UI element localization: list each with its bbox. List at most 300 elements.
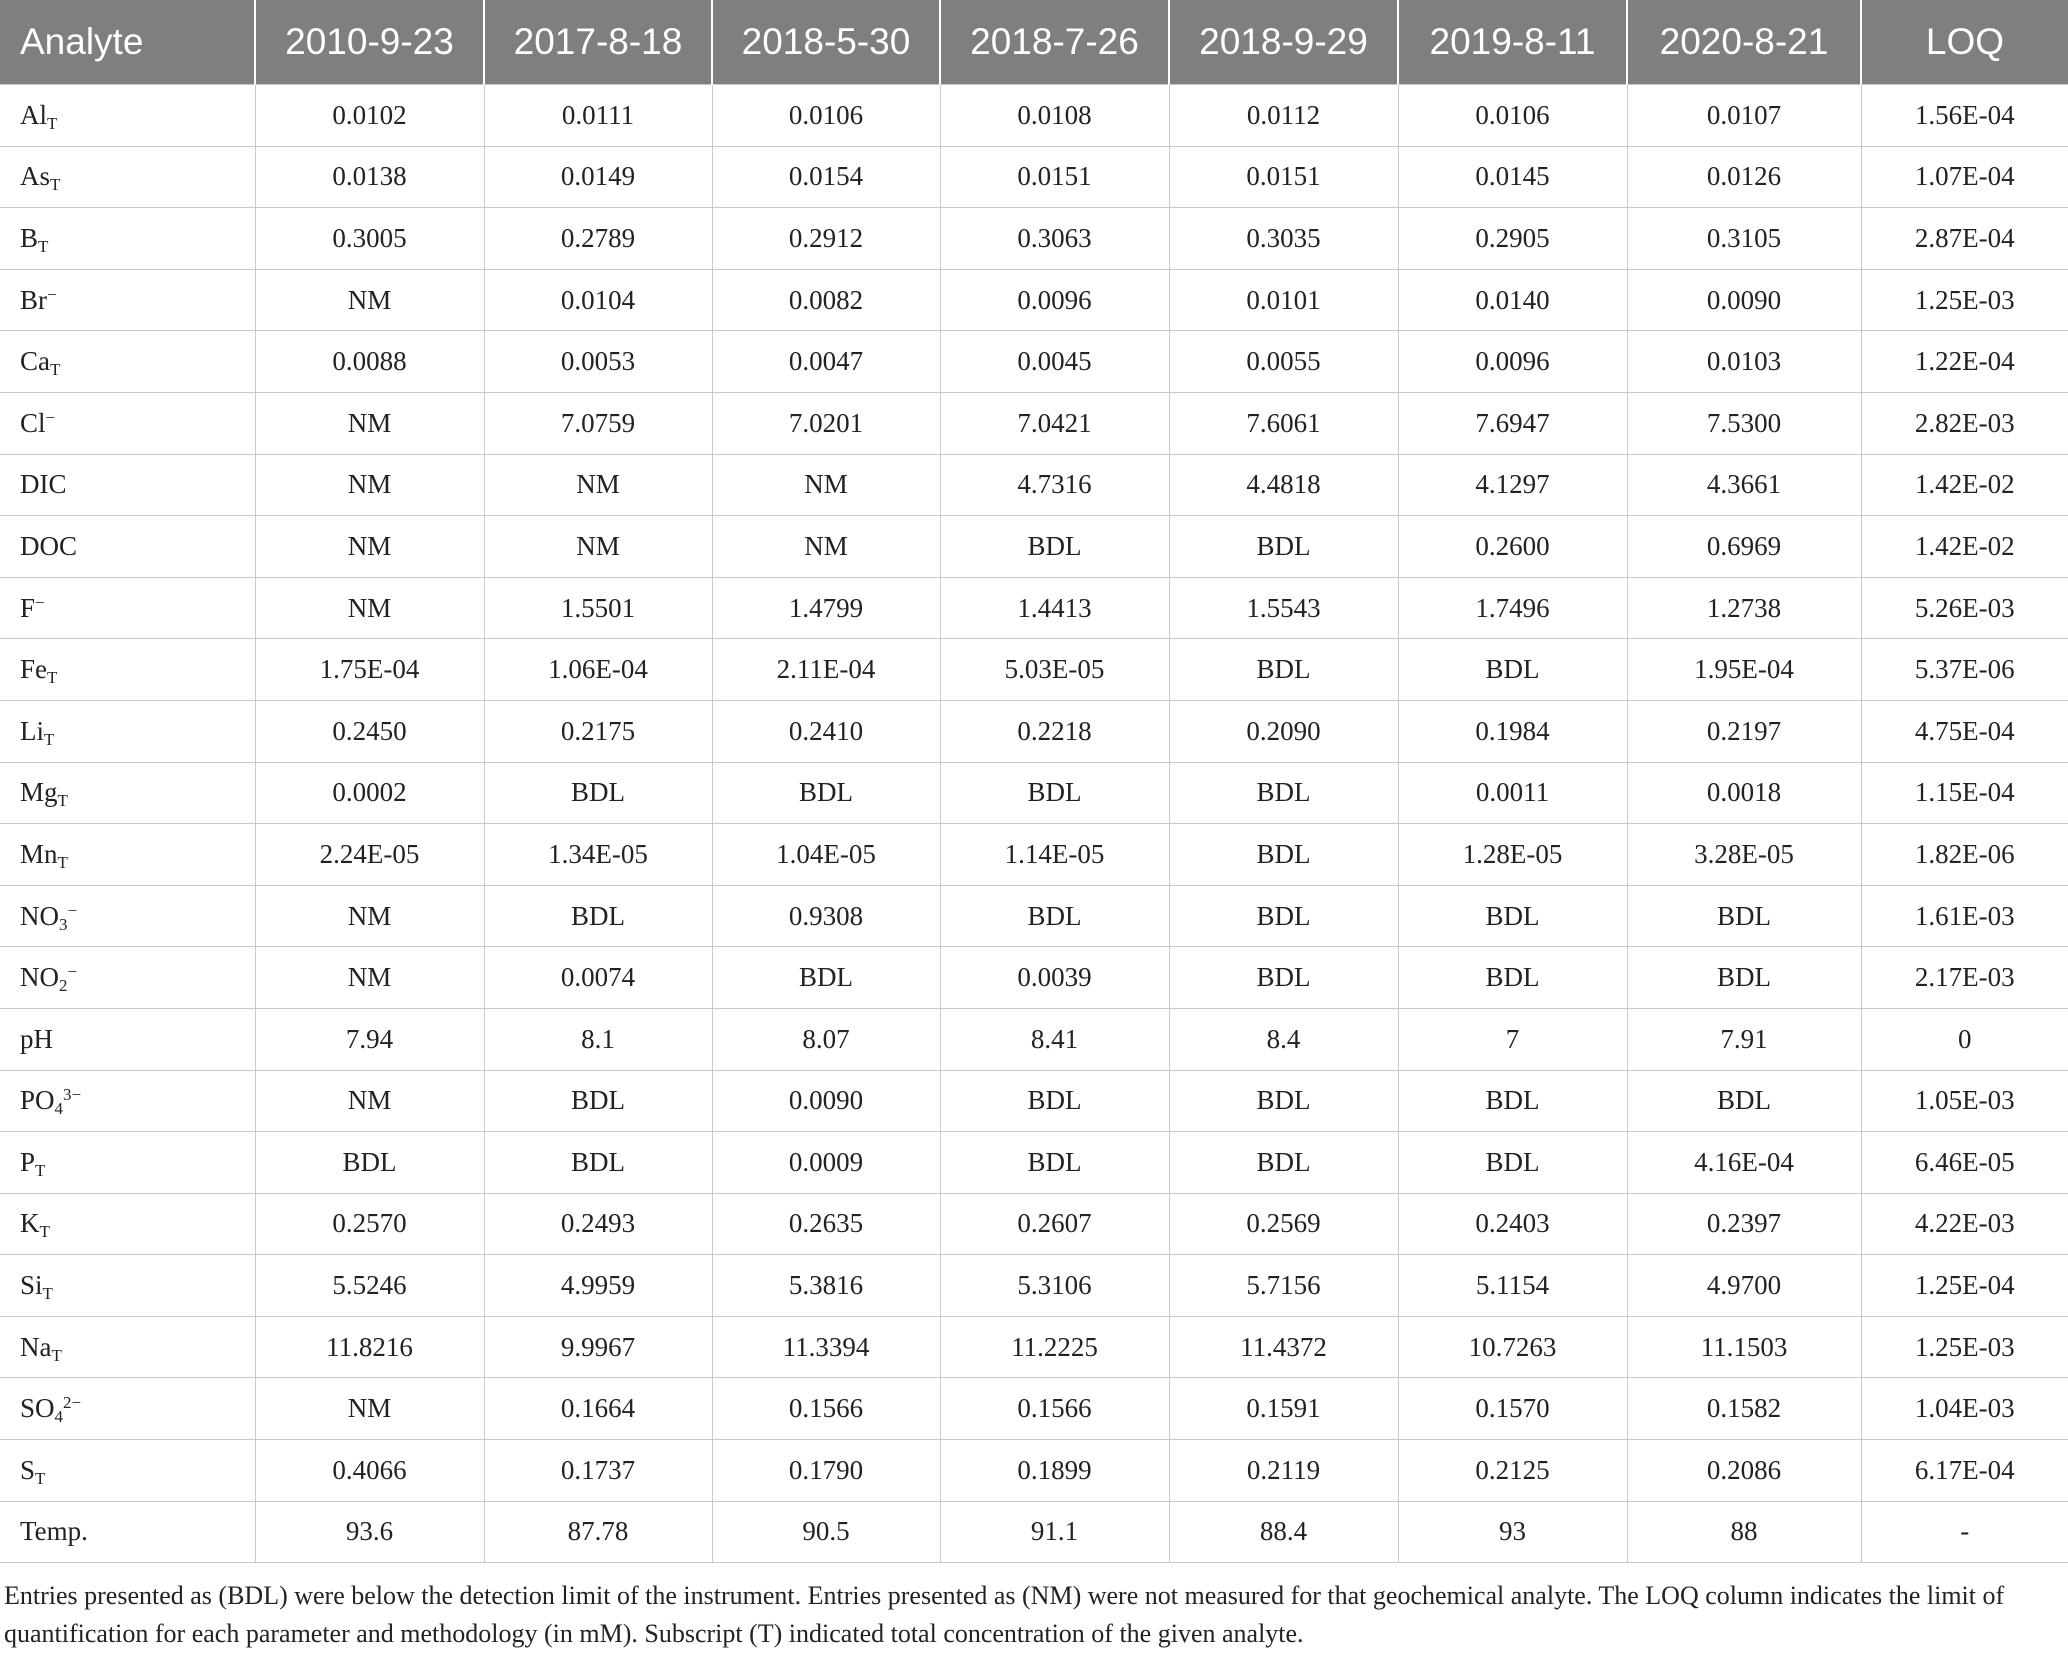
value-cell: 1.75E-04: [255, 639, 484, 701]
value-cell: BDL: [940, 1070, 1169, 1132]
analyte-subscript: T: [35, 1160, 46, 1180]
analyte-subscript: T: [47, 668, 58, 688]
value-cell: NM: [484, 516, 712, 578]
table-row: [0, 700, 2068, 762]
value-cell: 4.75E-04: [1861, 700, 2068, 762]
value-cell: 0.0126: [1627, 146, 1861, 208]
table-row: [0, 1255, 2068, 1317]
value-cell: 0.0151: [940, 146, 1169, 208]
analyte-symbol: Fe: [20, 654, 47, 685]
value-cell: 5.5246: [255, 1255, 484, 1317]
value-cell: 0.0096: [1398, 331, 1627, 393]
value-cell: BDL: [940, 885, 1169, 947]
value-cell: 1.5501: [484, 577, 712, 639]
value-cell: 0.2912: [712, 208, 940, 270]
table-row: [0, 762, 2068, 824]
analyte-cell: [0, 1378, 255, 1440]
value-cell: 0.0090: [712, 1070, 940, 1132]
value-cell: 0.0039: [940, 947, 1169, 1009]
analyte-cell: [0, 392, 255, 454]
value-cell: 0.0018: [1627, 762, 1861, 824]
value-cell: 0.2450: [255, 700, 484, 762]
table-row: [0, 947, 2068, 1009]
value-cell: NM: [255, 454, 484, 516]
value-cell: 0.2905: [1398, 208, 1627, 270]
analyte-charge: 2−: [63, 1393, 82, 1413]
analyte-symbol: Si: [20, 1270, 43, 1301]
column-header: 2019-8-11: [1398, 0, 1627, 85]
analyte-symbol: B: [20, 222, 39, 253]
value-cell: 0.1566: [940, 1378, 1169, 1440]
analyte-cell: [0, 331, 255, 393]
column-header-analyte: Analyte: [0, 0, 255, 85]
value-cell: BDL: [1169, 1132, 1398, 1194]
analyte-cell: [0, 824, 255, 886]
value-cell: 1.25E-04: [1861, 1255, 2068, 1317]
value-cell: 0.1582: [1627, 1378, 1861, 1440]
value-cell: NM: [255, 1378, 484, 1440]
analyte-symbol: PO: [20, 1085, 55, 1116]
analyte-symbol: Al: [20, 99, 47, 130]
analyte-symbol: Na: [20, 1331, 52, 1362]
value-cell: -: [1861, 1501, 2068, 1563]
column-header: 2017-8-18: [484, 0, 712, 85]
value-cell: 0.0088: [255, 331, 484, 393]
analyte-cell: [0, 454, 255, 516]
value-cell: 11.8216: [255, 1316, 484, 1378]
value-cell: 0.0101: [1169, 269, 1398, 331]
value-cell: 0.0045: [940, 331, 1169, 393]
table-row: [0, 392, 2068, 454]
analyte-cell: [0, 208, 255, 270]
analyte-symbol: Mn: [20, 838, 58, 869]
value-cell: BDL: [1169, 516, 1398, 578]
analyte-symbol: DOC: [20, 530, 78, 561]
value-cell: 1.05E-03: [1861, 1070, 2068, 1132]
value-cell: 1.25E-03: [1861, 269, 2068, 331]
value-cell: 6.17E-04: [1861, 1440, 2068, 1502]
value-cell: BDL: [484, 1070, 712, 1132]
table-header-row: [0, 0, 2068, 85]
value-cell: 7.0759: [484, 392, 712, 454]
value-cell: 1.42E-02: [1861, 516, 2068, 578]
value-cell: 0.2789: [484, 208, 712, 270]
analyte-subscript: T: [35, 1468, 46, 1488]
value-cell: NM: [484, 454, 712, 516]
value-cell: BDL: [1169, 1070, 1398, 1132]
value-cell: 2.24E-05: [255, 824, 484, 886]
value-cell: NM: [255, 269, 484, 331]
value-cell: 0.1984: [1398, 700, 1627, 762]
value-cell: 0.0053: [484, 331, 712, 393]
value-cell: BDL: [1169, 762, 1398, 824]
value-cell: 0.1899: [940, 1440, 1169, 1502]
analyte-charge: 3−: [63, 1085, 82, 1105]
analyte-symbol: Mg: [20, 777, 58, 808]
value-cell: 0.0112: [1169, 85, 1398, 147]
analyte-symbol: pH: [20, 1023, 53, 1054]
value-cell: 0.0047: [712, 331, 940, 393]
value-cell: NM: [255, 1070, 484, 1132]
analyte-cell: [0, 762, 255, 824]
value-cell: 5.7156: [1169, 1255, 1398, 1317]
value-cell: 0.2175: [484, 700, 712, 762]
value-cell: BDL: [940, 1132, 1169, 1194]
table-row: [0, 1316, 2068, 1378]
analyte-charge: −: [35, 592, 45, 612]
value-cell: 0.0140: [1398, 269, 1627, 331]
analyte-cell: [0, 700, 255, 762]
value-cell: NM: [255, 392, 484, 454]
value-cell: 7.0201: [712, 392, 940, 454]
column-header: LOQ: [1861, 0, 2068, 85]
analyte-subscript: T: [57, 852, 68, 872]
column-header: 2018-7-26: [940, 0, 1169, 85]
analyte-subscript: T: [50, 360, 61, 380]
value-cell: 11.3394: [712, 1316, 940, 1378]
value-cell: 8.07: [712, 1008, 940, 1070]
value-cell: 1.07E-04: [1861, 146, 2068, 208]
value-cell: 0.1737: [484, 1440, 712, 1502]
value-cell: 0.0138: [255, 146, 484, 208]
value-cell: BDL: [940, 762, 1169, 824]
value-cell: 1.2738: [1627, 577, 1861, 639]
value-cell: BDL: [1627, 1070, 1861, 1132]
analyte-subscript: T: [50, 175, 61, 195]
value-cell: 0.1570: [1398, 1378, 1627, 1440]
value-cell: 4.16E-04: [1627, 1132, 1861, 1194]
value-cell: BDL: [484, 1132, 712, 1194]
analyte-charge: −: [67, 900, 78, 920]
value-cell: 8.1: [484, 1008, 712, 1070]
table-row: [0, 516, 2068, 578]
value-cell: 0.2090: [1169, 700, 1398, 762]
analyte-symbol: NO: [20, 962, 59, 993]
analyte-cell: [0, 1255, 255, 1317]
value-cell: 0.2125: [1398, 1440, 1627, 1502]
value-cell: BDL: [1627, 885, 1861, 947]
value-cell: 0.3035: [1169, 208, 1398, 270]
analyte-symbol: Li: [20, 715, 44, 746]
analyte-charge: −: [67, 962, 78, 982]
analyte-subscript: T: [57, 791, 68, 811]
value-cell: 93: [1398, 1501, 1627, 1563]
value-cell: 1.82E-06: [1861, 824, 2068, 886]
value-cell: BDL: [1398, 947, 1627, 1009]
value-cell: 4.7316: [940, 454, 1169, 516]
value-cell: 0.2086: [1627, 1440, 1861, 1502]
analyte-cell: [0, 146, 255, 208]
value-cell: 0.0154: [712, 146, 940, 208]
value-cell: 0.4066: [255, 1440, 484, 1502]
analyte-cell: [0, 1193, 255, 1255]
table-body: [0, 85, 2068, 1563]
value-cell: 0.1591: [1169, 1378, 1398, 1440]
analyte-symbol: Br: [20, 284, 47, 315]
analyte-symbol: S: [20, 1454, 36, 1485]
value-cell: 0.0151: [1169, 146, 1398, 208]
analyte-charge: −: [47, 284, 57, 304]
value-cell: 10.7263: [1398, 1316, 1627, 1378]
value-cell: 4.9700: [1627, 1255, 1861, 1317]
value-cell: 0.2600: [1398, 516, 1627, 578]
value-cell: BDL: [1169, 947, 1398, 1009]
table-row: [0, 1008, 2068, 1070]
analyte-subscript: T: [47, 113, 58, 133]
value-cell: NM: [255, 947, 484, 1009]
value-cell: 88: [1627, 1501, 1861, 1563]
analyte-cell: [0, 1440, 255, 1502]
value-cell: 0.0074: [484, 947, 712, 1009]
value-cell: 1.5543: [1169, 577, 1398, 639]
value-cell: 1.04E-05: [712, 824, 940, 886]
table-row: [0, 1193, 2068, 1255]
value-cell: 1.25E-03: [1861, 1316, 2068, 1378]
value-cell: 7.91: [1627, 1008, 1861, 1070]
value-cell: 2.82E-03: [1861, 392, 2068, 454]
table-row: [0, 824, 2068, 886]
analyte-charge: −: [45, 407, 56, 427]
value-cell: BDL: [1398, 885, 1627, 947]
analyte-symbol: K: [20, 1208, 40, 1239]
analyte-subscript: T: [38, 236, 49, 256]
value-cell: 2.87E-04: [1861, 208, 2068, 270]
value-cell: 7: [1398, 1008, 1627, 1070]
value-cell: 1.7496: [1398, 577, 1627, 639]
table-row: [0, 1501, 2068, 1563]
value-cell: 0.2218: [940, 700, 1169, 762]
value-cell: BDL: [484, 885, 712, 947]
analyte-symbol: DIC: [20, 469, 67, 500]
value-cell: 88.4: [1169, 1501, 1398, 1563]
value-cell: 2.17E-03: [1861, 947, 2068, 1009]
value-cell: 7.94: [255, 1008, 484, 1070]
value-cell: BDL: [712, 947, 940, 1009]
value-cell: 1.56E-04: [1861, 85, 2068, 147]
value-cell: 5.26E-03: [1861, 577, 2068, 639]
value-cell: 4.4818: [1169, 454, 1398, 516]
table-row: [0, 885, 2068, 947]
column-header: 2018-5-30: [712, 0, 940, 85]
column-header: 2018-9-29: [1169, 0, 1398, 85]
value-cell: 0.0102: [255, 85, 484, 147]
table-row: [0, 1132, 2068, 1194]
table-row: [0, 146, 2068, 208]
value-cell: 0.1790: [712, 1440, 940, 1502]
table-row: [0, 639, 2068, 701]
value-cell: 2.11E-04: [712, 639, 940, 701]
value-cell: 0.2197: [1627, 700, 1861, 762]
value-cell: 1.4413: [940, 577, 1169, 639]
analyte-cell: [0, 639, 255, 701]
value-cell: 91.1: [940, 1501, 1169, 1563]
table-row: [0, 454, 2068, 516]
value-cell: BDL: [484, 762, 712, 824]
value-cell: 0.1664: [484, 1378, 712, 1440]
value-cell: 11.2225: [940, 1316, 1169, 1378]
value-cell: BDL: [1169, 824, 1398, 886]
analyte-subscript: 2: [59, 976, 68, 996]
value-cell: 0.0090: [1627, 269, 1861, 331]
value-cell: 11.1503: [1627, 1316, 1861, 1378]
value-cell: 0.2403: [1398, 1193, 1627, 1255]
value-cell: 8.4: [1169, 1008, 1398, 1070]
value-cell: 1.34E-05: [484, 824, 712, 886]
table-row: [0, 85, 2068, 147]
value-cell: 0.0145: [1398, 146, 1627, 208]
value-cell: 0.0106: [712, 85, 940, 147]
value-cell: 1.61E-03: [1861, 885, 2068, 947]
value-cell: 0.3005: [255, 208, 484, 270]
value-cell: 5.3816: [712, 1255, 940, 1317]
value-cell: 0.3063: [940, 208, 1169, 270]
table-row: [0, 269, 2068, 331]
value-cell: 1.28E-05: [1398, 824, 1627, 886]
analyte-symbol: As: [20, 161, 51, 192]
value-cell: NM: [255, 577, 484, 639]
value-cell: 5.37E-06: [1861, 639, 2068, 701]
value-cell: 0.2493: [484, 1193, 712, 1255]
value-cell: 7.5300: [1627, 392, 1861, 454]
value-cell: 0.0011: [1398, 762, 1627, 824]
value-cell: 87.78: [484, 1501, 712, 1563]
value-cell: 0.0106: [1398, 85, 1627, 147]
analyte-subscript: 3: [59, 914, 68, 934]
analyte-cell: [0, 885, 255, 947]
value-cell: 9.9967: [484, 1316, 712, 1378]
table-footnote: Entries presented as (BDL) were below the detection limit of the instrument. Entries presented as (NM) were not measured for that geochemical analyte. The LOQ column indicates the limit of quantification for each parameter and methodology (in mM). Subscript (T) indicated total concentration of the given analyte.: [4, 1581, 2005, 1649]
value-cell: 4.9959: [484, 1255, 712, 1317]
analyte-cell: [0, 85, 255, 147]
value-cell: 0.0082: [712, 269, 940, 331]
value-cell: 1.14E-05: [940, 824, 1169, 886]
value-cell: BDL: [1398, 1132, 1627, 1194]
value-cell: 7.6061: [1169, 392, 1398, 454]
value-cell: 5.03E-05: [940, 639, 1169, 701]
value-cell: 0.0111: [484, 85, 712, 147]
value-cell: 1.95E-04: [1627, 639, 1861, 701]
analyte-cell: [0, 516, 255, 578]
table-row: [0, 1070, 2068, 1132]
value-cell: BDL: [712, 762, 940, 824]
value-cell: NM: [712, 516, 940, 578]
value-cell: NM: [255, 885, 484, 947]
analyte-cell: [0, 1501, 255, 1563]
value-cell: BDL: [1169, 885, 1398, 947]
value-cell: 90.5: [712, 1501, 940, 1563]
value-cell: NM: [712, 454, 940, 516]
value-cell: 0.0096: [940, 269, 1169, 331]
value-cell: 1.22E-04: [1861, 331, 2068, 393]
value-cell: 7.0421: [940, 392, 1169, 454]
table-row: [0, 1378, 2068, 1440]
value-cell: BDL: [1627, 947, 1861, 1009]
value-cell: 0.2119: [1169, 1440, 1398, 1502]
value-cell: 0.0108: [940, 85, 1169, 147]
value-cell: 4.1297: [1398, 454, 1627, 516]
value-cell: 11.4372: [1169, 1316, 1398, 1378]
analyte-cell: [0, 1070, 255, 1132]
value-cell: NM: [255, 516, 484, 578]
analyte-subscript: 4: [54, 1099, 64, 1119]
analyte-cell: [0, 1132, 255, 1194]
value-cell: 1.06E-04: [484, 639, 712, 701]
value-cell: 0.2410: [712, 700, 940, 762]
value-cell: 4.3661: [1627, 454, 1861, 516]
value-cell: 1.4799: [712, 577, 940, 639]
analyte-symbol: Cl: [20, 407, 46, 438]
analyte-symbol: Ca: [20, 346, 50, 377]
value-cell: 0.0107: [1627, 85, 1861, 147]
table-row: [0, 577, 2068, 639]
value-cell: 0: [1861, 1008, 2068, 1070]
value-cell: 0.6969: [1627, 516, 1861, 578]
analyte-symbol: F: [20, 592, 36, 623]
value-cell: 6.46E-05: [1861, 1132, 2068, 1194]
analyte-cell: [0, 577, 255, 639]
analyte-subscript: T: [51, 1345, 62, 1365]
value-cell: 1.42E-02: [1861, 454, 2068, 516]
analyte-symbol: NO: [20, 900, 59, 931]
value-cell: 0.0009: [712, 1132, 940, 1194]
value-cell: BDL: [1169, 639, 1398, 701]
value-cell: 4.22E-03: [1861, 1193, 2068, 1255]
value-cell: 0.0002: [255, 762, 484, 824]
value-cell: 0.0104: [484, 269, 712, 331]
value-cell: 5.1154: [1398, 1255, 1627, 1317]
value-cell: 1.04E-03: [1861, 1378, 2068, 1440]
analyte-cell: [0, 1008, 255, 1070]
table-row: [0, 331, 2068, 393]
column-header: 2010-9-23: [255, 0, 484, 85]
value-cell: 1.15E-04: [1861, 762, 2068, 824]
value-cell: 0.0055: [1169, 331, 1398, 393]
column-header: 2020-8-21: [1627, 0, 1861, 85]
analyte-symbol: SO: [20, 1393, 55, 1424]
table-row: [0, 1440, 2068, 1502]
value-cell: 0.0149: [484, 146, 712, 208]
analyte-cell: [0, 947, 255, 1009]
value-cell: 5.3106: [940, 1255, 1169, 1317]
value-cell: 3.28E-05: [1627, 824, 1861, 886]
value-cell: 0.2570: [255, 1193, 484, 1255]
value-cell: 0.0103: [1627, 331, 1861, 393]
value-cell: 0.2635: [712, 1193, 940, 1255]
value-cell: BDL: [940, 516, 1169, 578]
value-cell: 0.2397: [1627, 1193, 1861, 1255]
analyte-cell: [0, 269, 255, 331]
analyte-subscript: T: [44, 729, 55, 749]
value-cell: 0.2607: [940, 1193, 1169, 1255]
value-cell: BDL: [255, 1132, 484, 1194]
value-cell: 93.6: [255, 1501, 484, 1563]
value-cell: 7.6947: [1398, 392, 1627, 454]
value-cell: BDL: [1398, 639, 1627, 701]
analyte-subscript: T: [39, 1222, 50, 1242]
analyte-subscript: T: [42, 1284, 53, 1304]
analyte-cell: [0, 1316, 255, 1378]
analyte-symbol: P: [20, 1146, 36, 1177]
table-row: [0, 208, 2068, 270]
value-cell: 0.1566: [712, 1378, 940, 1440]
analyte-subscript: 4: [54, 1407, 64, 1427]
analyte-symbol: Temp.: [20, 1516, 88, 1547]
value-cell: 0.3105: [1627, 208, 1861, 270]
value-cell: 0.2569: [1169, 1193, 1398, 1255]
value-cell: 8.41: [940, 1008, 1169, 1070]
value-cell: BDL: [1398, 1070, 1627, 1132]
value-cell: 0.9308: [712, 885, 940, 947]
